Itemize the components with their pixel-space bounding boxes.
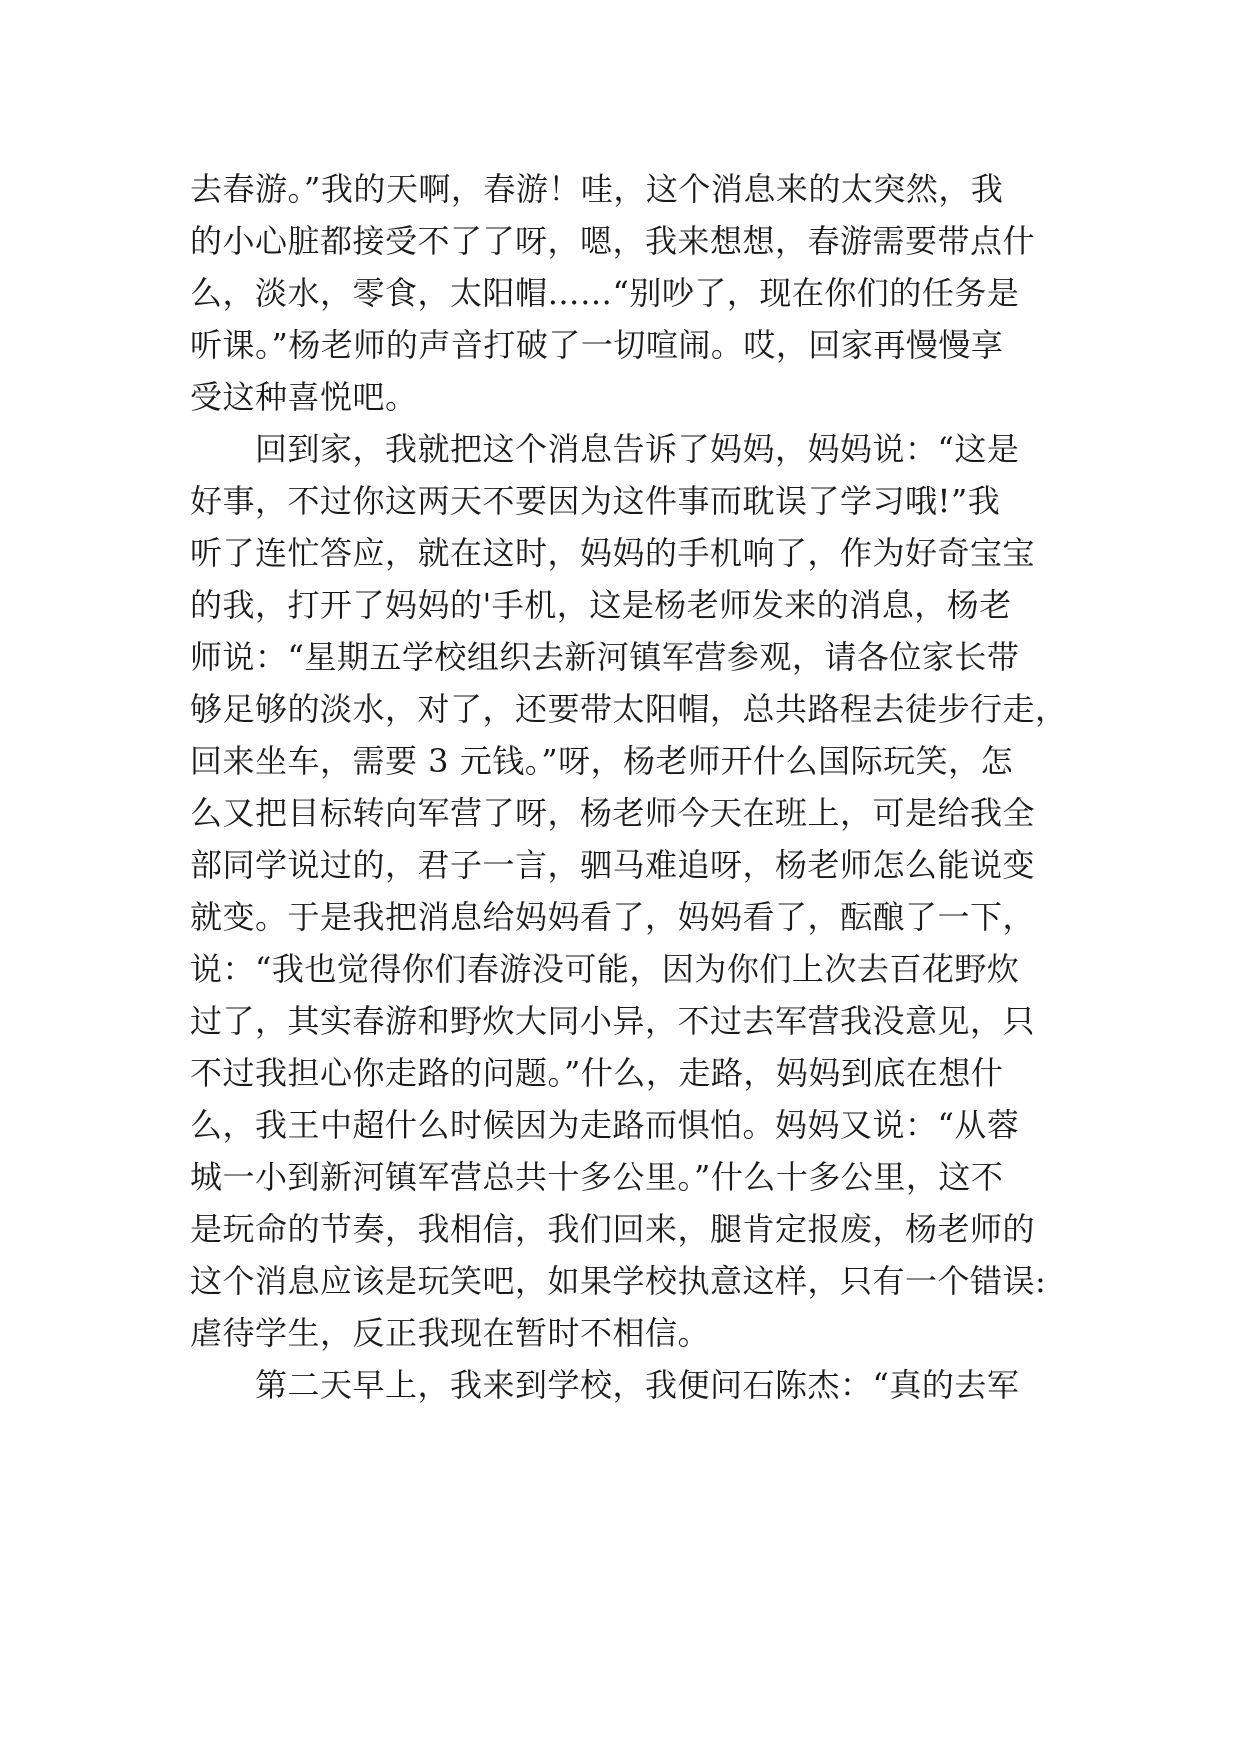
text-line: 不过我担心你走路的问题。”什么，走路，妈妈到底在想什 [190, 1054, 1004, 1092]
text-line: 过了，其实春游和野炊大同小异，不过去军营我没意见，只 [190, 1002, 1036, 1040]
text-line: 城一小到新河镇军营总共十多公里。”什么十多公里，这不 [190, 1158, 1004, 1196]
text-line: 听课。”杨老师的声音打破了一切喧闹。哎，回家再慢慢享 [190, 326, 1004, 364]
text-line: 是玩命的节奏，我相信，我们回来，腿肯定报废，杨老师的 [190, 1210, 1036, 1248]
text-line: 么又把目标转向军营了呀，杨老师今天在班上，可是给我全 [190, 794, 1036, 832]
text-line: 就变。于是我把消息给妈妈看了，妈妈看了，酝酿了一下， [190, 898, 1036, 936]
text-line: 第二天早上，我来到学校，我便问石陈杰：“真的去军 [190, 1366, 1020, 1404]
text-line: 部同学说过的，君子一言，驷马难追呀，杨老师怎么能说变 [190, 846, 1036, 884]
text-line: 的我，打开了妈妈的'手机，这是杨老师发来的消息，杨老 [190, 586, 1012, 624]
text-line: 听了连忙答应，就在这时，妈妈的手机响了，作为好奇宝宝 [190, 534, 1036, 572]
text-line: 说：“我也觉得你们春游没可能，因为你们上次去百花野炊 [190, 950, 1020, 988]
text-line: 的小心脏都接受不了了呀，嗯，我来想想，春游需要带点什 [190, 222, 1036, 260]
text-line: 回到家，我就把这个消息告诉了妈妈，妈妈说：“这是 [190, 430, 1020, 468]
text-line: 师说：“星期五学校组织去新河镇军营参观，请各位家长带 [190, 638, 1020, 676]
text-line: 这个消息应该是玩笑吧，如果学校执意这样，只有一个错误: [190, 1262, 1047, 1300]
text-line: 够足够的淡水，对了，还要带太阳帽，总共路程去徒步行走， [190, 690, 1068, 728]
text-line: 去春游。”我的天啊，春游！哇，这个消息来的太突然，我 [190, 170, 1004, 208]
text-line: 回来坐车，需要 3 元钱。”呀，杨老师开什么国际玩笑，怎 [190, 742, 1014, 780]
text-line: 好事，不过你这两天不要因为这件事而耽误了学习哦!”我 [190, 482, 1001, 520]
text-line: 么，我王中超什么时候因为走路而惧怕。妈妈又说：“从蓉 [190, 1106, 1020, 1144]
text-line: 虐待学生，反正我现在暂时不相信。 [190, 1314, 711, 1352]
text-line: 么，淡水，零食，太阳帽……“别吵了，现在你们的任务是 [190, 274, 1020, 312]
text-line: 受这种喜悦吧。 [190, 378, 418, 416]
